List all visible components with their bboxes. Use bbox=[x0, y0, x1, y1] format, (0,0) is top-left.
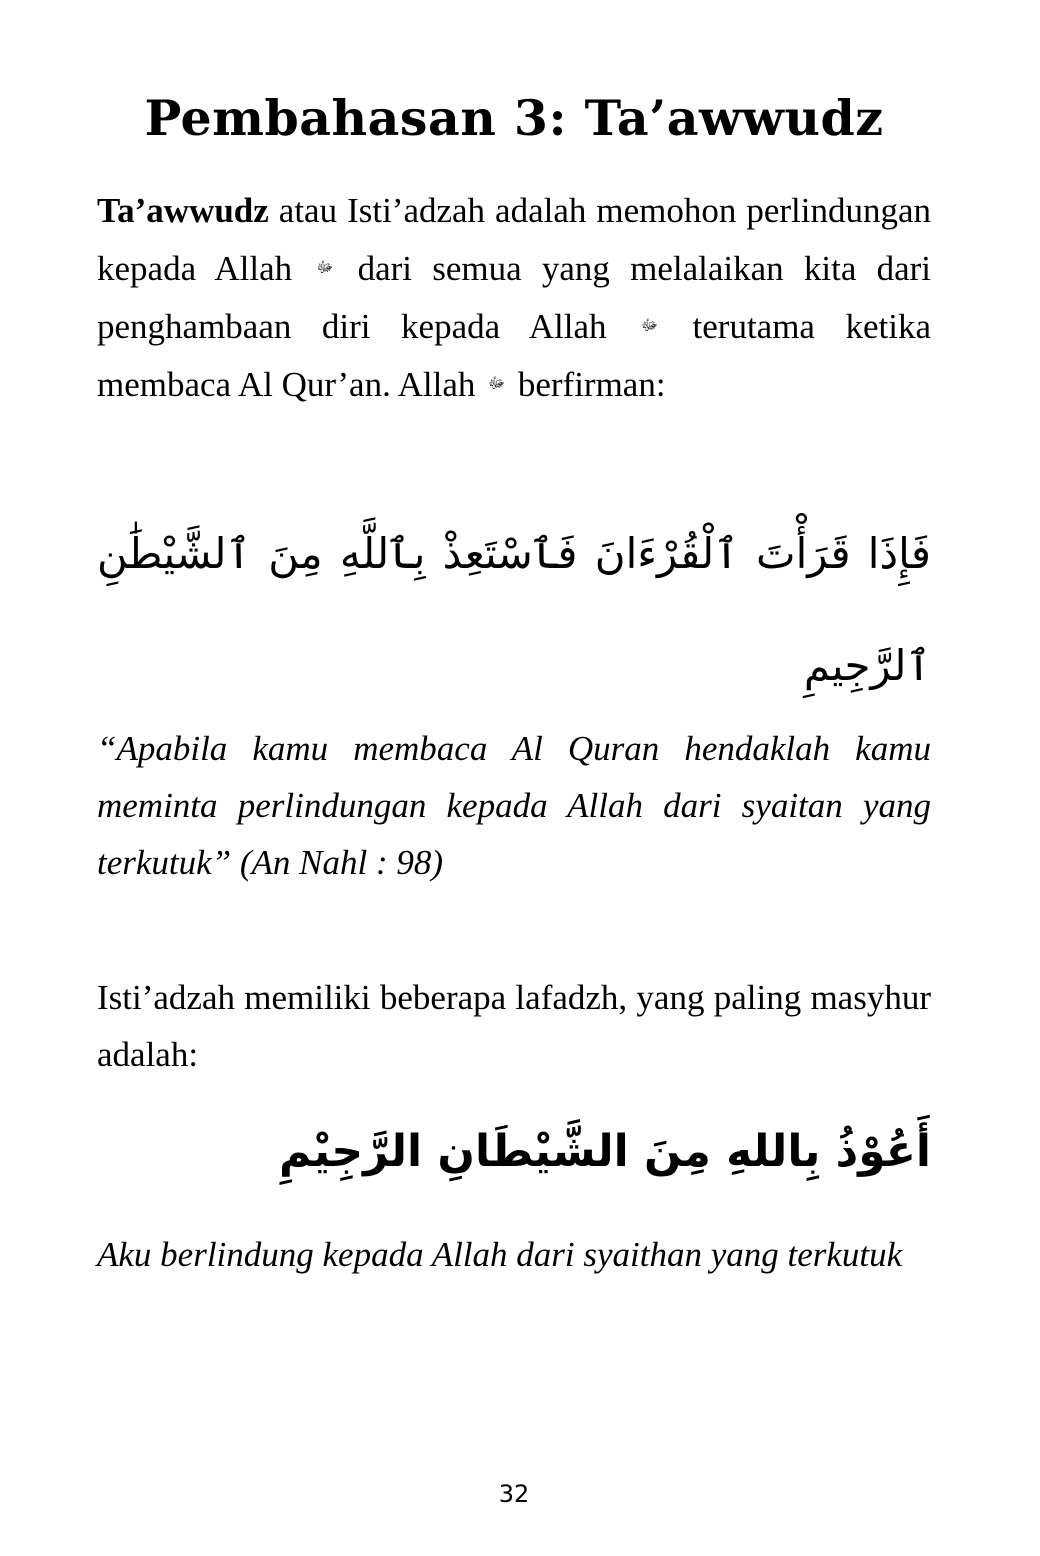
honorific-symbol-1: ﷻ bbox=[316, 258, 334, 276]
intro-paragraph bbox=[97, 182, 931, 413]
intro-text-2: dari semua yang melalaikan kita dari penghambaan diri kepada Allah bbox=[97, 249, 932, 346]
honorific-symbol-2: ﷻ bbox=[641, 316, 658, 334]
verse-translation: “Apabila kamu membaca Al Quran hendaklah kamu meminta perlindungan kepada Allah dari syaitan yang terkutuk” (An Nahl : 98) bbox=[97, 729, 931, 882]
page-number: 32 bbox=[498, 1480, 530, 1508]
term-taawwudz: Ta’awwudz bbox=[97, 191, 269, 230]
book-page bbox=[97, 0, 931, 1556]
taawudz-meaning: Aku berlindung kepada Allah dari syaithan yang terkutuk bbox=[97, 1235, 903, 1274]
intro-text-1: atau Isti’adzah adalah memohon perlindungan kepada Allah bbox=[97, 191, 931, 288]
intro-text-3: terutama ketika membaca Al Qur’an. Allah bbox=[97, 307, 932, 404]
quran-verse-arabic: فَإِذَا قَرَأْتَ ٱلْقُرْءَانَ فَٱسْتَعِذْ بِٱللَّهِ مِنَ ٱلشَّيْطَٰنِ ٱلرَّجِيمِ bbox=[97, 529, 931, 690]
taawudz-arabic: أَعُوْذُ بِاللهِ مِنَ الشَّيْطَانِ الرَّجِيْمِ bbox=[278, 1126, 931, 1177]
intro-text-4: berfirman: bbox=[517, 365, 666, 404]
lafadz-paragraph: Isti’adzah memiliki beberapa lafadzh, yang paling masyhur adalah: bbox=[97, 978, 931, 1074]
honorific-symbol-3: ﷻ bbox=[488, 374, 506, 392]
page-title: Pembahasan 3: Ta’awwudz bbox=[144, 89, 884, 147]
